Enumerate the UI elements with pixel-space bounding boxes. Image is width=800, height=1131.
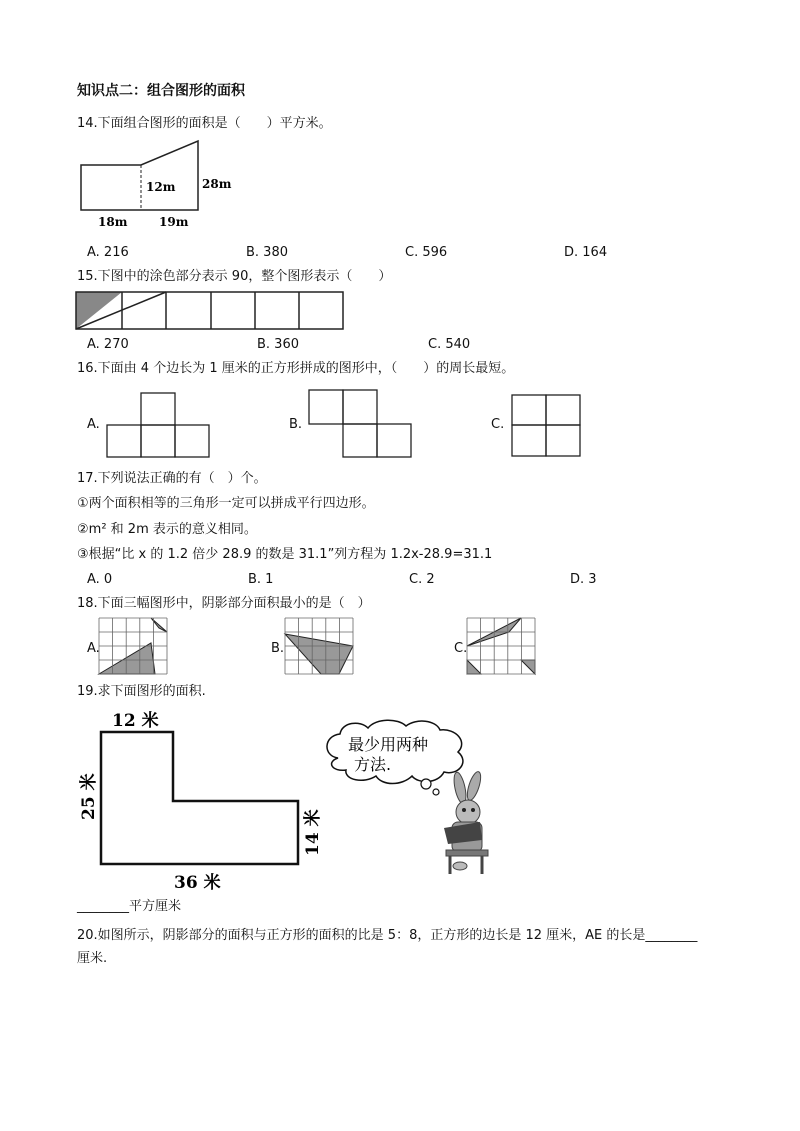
q19-figure [70, 708, 330, 898]
q17-option-d[interactable]: D. 3 [570, 572, 597, 587]
q17-statement-2: ②m² 和 2m 表示的意义相同。 [77, 522, 257, 537]
q19-label-right: 14 米 [303, 809, 323, 856]
rabbit-reading-illustration [430, 770, 500, 880]
q14-label-12m: 12m [146, 180, 176, 194]
q14-option-c[interactable]: C. 596 [405, 245, 448, 260]
q14-label-18m: 18m [98, 215, 128, 229]
q18-option-a[interactable]: A. [87, 641, 100, 656]
q14-option-d[interactable]: D. 164 [564, 245, 608, 260]
q20-stem-cont: 厘米. [77, 951, 108, 966]
q18-figure-a [99, 618, 171, 678]
q20-stem: 20.如图所示，阴影部分的面积与正方形的面积的比是 5：8，正方形的边长是 12 厘米，AE 的长是________ [77, 928, 698, 943]
q14-figure [80, 140, 232, 235]
q18-stem: 18.下面三幅图形中，阴影部分面积最小的是（ ） [77, 596, 371, 611]
bubble-line-1: 最少用两种 [348, 735, 429, 754]
q14-option-b[interactable]: B. 380 [246, 245, 288, 260]
q17-stem: 17.下列说法正确的有（ ）个。 [77, 471, 267, 486]
q15-stem: 15.下图中的涂色部分表示 90，整个图形表示（ ） [77, 269, 392, 284]
q16-figure-b [308, 389, 414, 459]
q16-option-a[interactable]: A. [87, 417, 100, 432]
q16-option-b[interactable]: B. [289, 417, 303, 432]
q17-option-a[interactable]: A. 0 [87, 572, 113, 587]
q15-option-a[interactable]: A. 270 [87, 337, 129, 352]
q16-figure-c [511, 394, 583, 458]
q16-option-c[interactable]: C. [491, 417, 505, 432]
q19-answer-line[interactable]: ________平方厘米 [77, 899, 182, 914]
q19-label-bottom: 36 米 [174, 873, 221, 893]
q19-stem: 19.求下面图形的面积. [77, 684, 206, 699]
q18-option-c[interactable]: C. [454, 641, 468, 656]
q18-figure-b [285, 618, 357, 678]
q14-label-28m: 28m [202, 177, 232, 191]
bubble-line-2: 方法. [354, 755, 392, 774]
q15-option-b[interactable]: B. 360 [257, 337, 299, 352]
q17-statement-1: ①两个面积相等的三角形一定可以拼成平行四边形。 [77, 496, 375, 511]
q17-option-c[interactable]: C. 2 [409, 572, 435, 587]
q19-label-left: 25 米 [79, 773, 99, 820]
q16-stem: 16.下面由 4 个边长为 1 厘米的正方形拼成的图形中，（ ）的周长最短。 [77, 361, 515, 376]
q14-label-19m: 19m [159, 215, 189, 229]
q16-figure-a [106, 392, 212, 458]
q14-option-a[interactable]: A. 216 [87, 245, 129, 260]
q14-stem: 14.下面组合图形的面积是（ ）平方米。 [77, 116, 332, 131]
section-title: 知识点二：组合图形的面积 [77, 83, 245, 99]
q15-option-c[interactable]: C. 540 [428, 337, 471, 352]
q17-option-b[interactable]: B. 1 [248, 572, 274, 587]
q19-label-top: 12 米 [112, 711, 159, 731]
q15-figure [76, 292, 346, 332]
q18-option-b[interactable]: B. [271, 641, 285, 656]
q18-figure-c [467, 618, 539, 678]
q17-statement-3: ③根据“比 x 的 1.2 倍少 28.9 的数是 31.1”列方程为 1.2x-28.9=31.1 [77, 547, 493, 562]
